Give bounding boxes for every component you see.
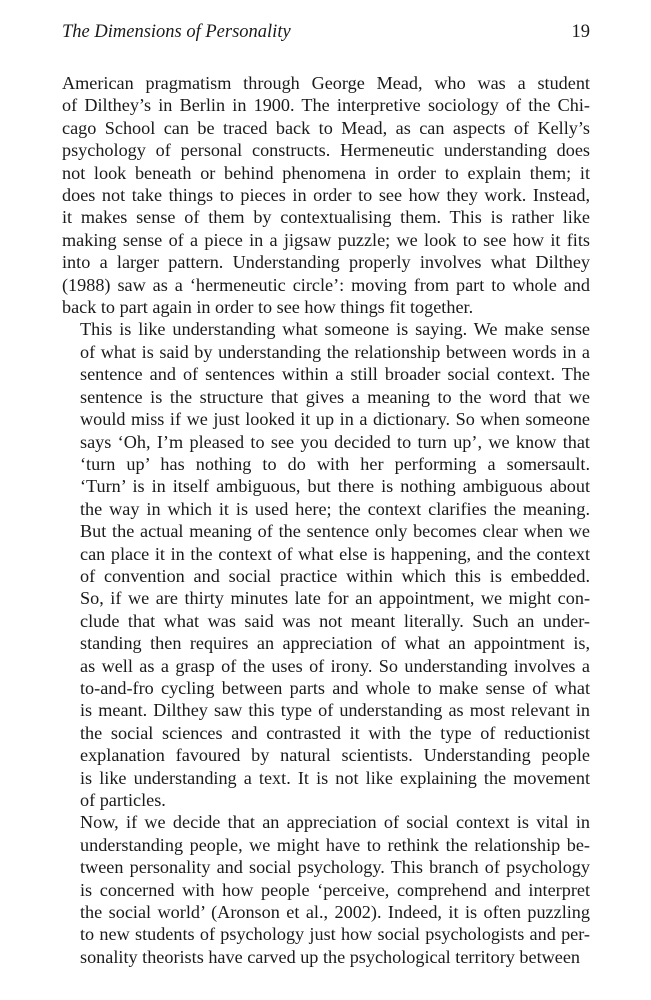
text-line: into a larger pattern. Understanding properly involves what Dilthey	[62, 252, 590, 273]
text-line: the social world’ (Aronson et al., 2002). Indeed, it is often puzzling	[80, 902, 590, 923]
text-line: can place it in the context of what else is happening, and the context	[80, 543, 590, 564]
text-line: to new students of psychology just how social psychologists and per-	[80, 924, 590, 945]
text-line: is meant. Dilthey saw this type of understanding as most relevant in	[80, 700, 590, 721]
text-line: it makes sense of them by contextualising them. This is rather like	[62, 207, 590, 228]
text-line: does not take things to pieces in order to see how they work. Instead,	[62, 185, 590, 206]
paragraph	[62, 318, 590, 811]
book-page	[62, 22, 590, 968]
text-line: tween personality and social psychology. This branch of psychology	[80, 857, 590, 878]
text-line: of convention and social practice within which this is embedded.	[80, 565, 590, 586]
text-line: psychology of personal constructs. Hermeneutic understanding does	[62, 140, 590, 161]
text-line: sentence and of sentences within a still broader social context. The	[80, 364, 590, 385]
text-line: This is like understanding what someone is saying. We make sense	[80, 319, 590, 340]
text-line: understanding people, we might have to rethink the relationship be-	[80, 834, 590, 855]
text-line: says ‘Oh, I’m pleased to see you decided to turn up’, we know that	[80, 431, 590, 452]
text-line: (1988) saw as a ‘hermeneutic circle’: moving from part to whole and	[62, 274, 590, 295]
text-line: to-and-fro cycling between parts and whole to make sense of what	[80, 677, 590, 698]
text-line: of particles.	[80, 790, 166, 810]
text-line: sentence is the structure that gives a meaning to the word that we	[80, 386, 590, 407]
text-line: as well as a grasp of the uses of irony. So understanding involves a	[80, 655, 590, 676]
text-line: But the actual meaning of the sentence only becomes clear when we	[80, 521, 590, 542]
text-line: is like understanding a text. It is not like explaining the movement	[80, 767, 590, 788]
text-line: back to part again in order to see how things fit together.	[62, 297, 474, 318]
text-line: of what is said by understanding the relationship between words in a	[80, 341, 590, 362]
text-line: ‘turn up’ has nothing to do with her performing a somersault.	[80, 453, 590, 474]
running-head-title: The Dimensions of Personality	[62, 22, 291, 42]
running-head	[62, 22, 590, 48]
text-line: clude that what was said was not meant literally. Such an under-	[80, 610, 590, 631]
text-line: So, if we are thirty minutes late for an appointment, we might con-	[80, 588, 590, 609]
page-number: 19	[571, 22, 590, 42]
paragraph	[62, 811, 590, 968]
text-line: ‘Turn’ is in itself ambiguous, but there is nothing ambiguous about	[80, 476, 590, 497]
text-line: sonality theorists have carved up the psychological territory between	[80, 946, 580, 967]
text-line: explanation favoured by natural scientists. Understanding people	[80, 745, 590, 766]
body-text	[62, 72, 590, 968]
text-line: cago School can be traced back to Mead, as can aspects of Kelly’s	[62, 117, 590, 138]
text-line: the way in which it is used here; the context clarifies the meaning.	[80, 498, 590, 519]
text-line: making sense of a piece in a jigsaw puzzle; we look to see how it fits	[62, 229, 590, 250]
paragraph	[62, 72, 590, 318]
text-line: of Dilthey’s in Berlin in 1900. The interpretive sociology of the Chi-	[62, 95, 590, 116]
text-line: is concerned with how people ‘perceive, comprehend and interpret	[80, 879, 590, 900]
text-line: standing then requires an appreciation of what an appointment is,	[80, 633, 590, 654]
text-line: the social sciences and contrasted it with the type of reductionist	[80, 722, 590, 743]
text-line: Now, if we decide that an appreciation of social context is vital in	[80, 812, 590, 833]
text-line: American pragmatism through George Mead, who was a student	[62, 73, 590, 93]
text-line: not look beneath or behind phenomena in order to explain them; it	[62, 162, 590, 183]
text-line: would miss if we just looked it up in a dictionary. So when someone	[80, 409, 590, 430]
